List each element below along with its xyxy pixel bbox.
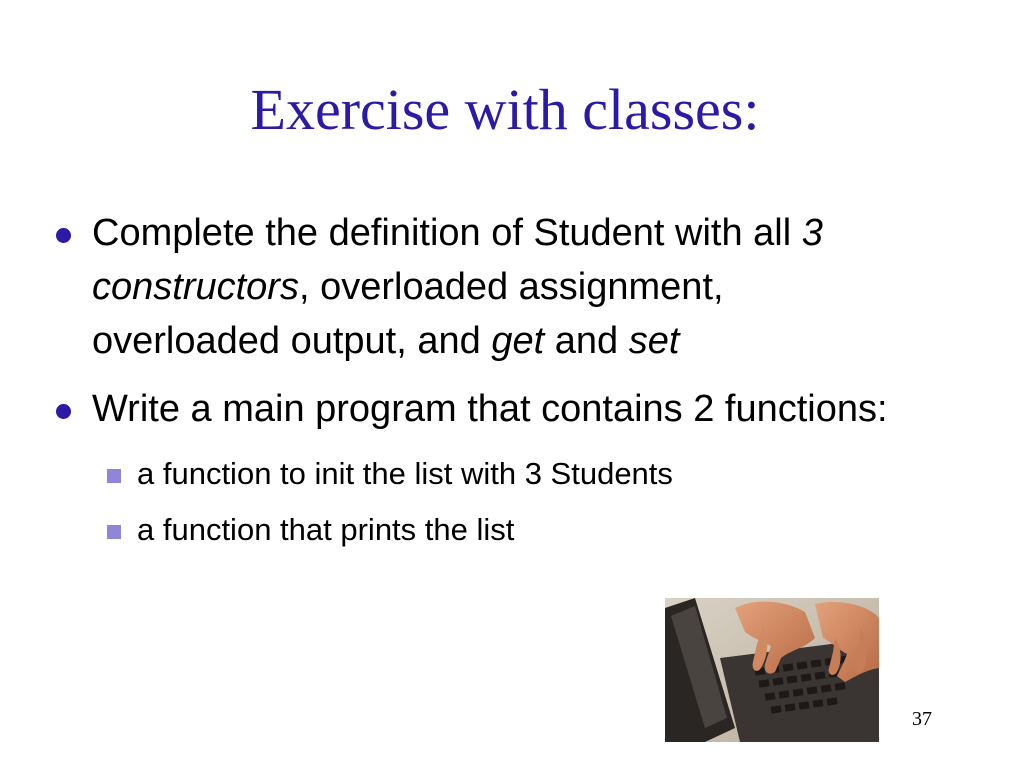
bullet-text-italic: set: [628, 320, 680, 362]
page-number: 37: [912, 708, 932, 730]
bullet-text-segment: Complete the definition of Student with all: [92, 212, 802, 254]
sub-bullet-item: [92, 446, 922, 502]
bullet-text: [92, 212, 823, 362]
bullet-text-segment: and: [544, 320, 629, 362]
square-bullet-icon: [107, 469, 121, 483]
bullet-item: [52, 206, 922, 368]
sub-bullet-text: a function to init the list with 3 Students: [137, 456, 673, 491]
hands-typing-laptop-image: [665, 598, 879, 742]
bullet-text-segment: , overloaded assignment, overloaded output, and: [92, 266, 724, 362]
sub-bullet-item: [92, 502, 922, 558]
bullet-text: Write a main program that contains 2 functions:: [92, 388, 888, 430]
sub-bullet-list: [92, 446, 922, 558]
bullet-item: [52, 382, 922, 558]
square-bullet-icon: [107, 525, 121, 539]
typing-photo-icon: [665, 598, 879, 742]
bullet-text-italic: 3 constructors: [92, 212, 823, 308]
sub-bullet-text: a function that prints the list: [137, 512, 515, 547]
slide-title: Exercise with classes:: [250, 77, 760, 142]
bullet-dot-icon: [56, 228, 71, 243]
bullet-list: [52, 206, 922, 572]
bullet-text-italic: get: [491, 320, 545, 362]
bullet-dot-icon: [56, 404, 71, 419]
